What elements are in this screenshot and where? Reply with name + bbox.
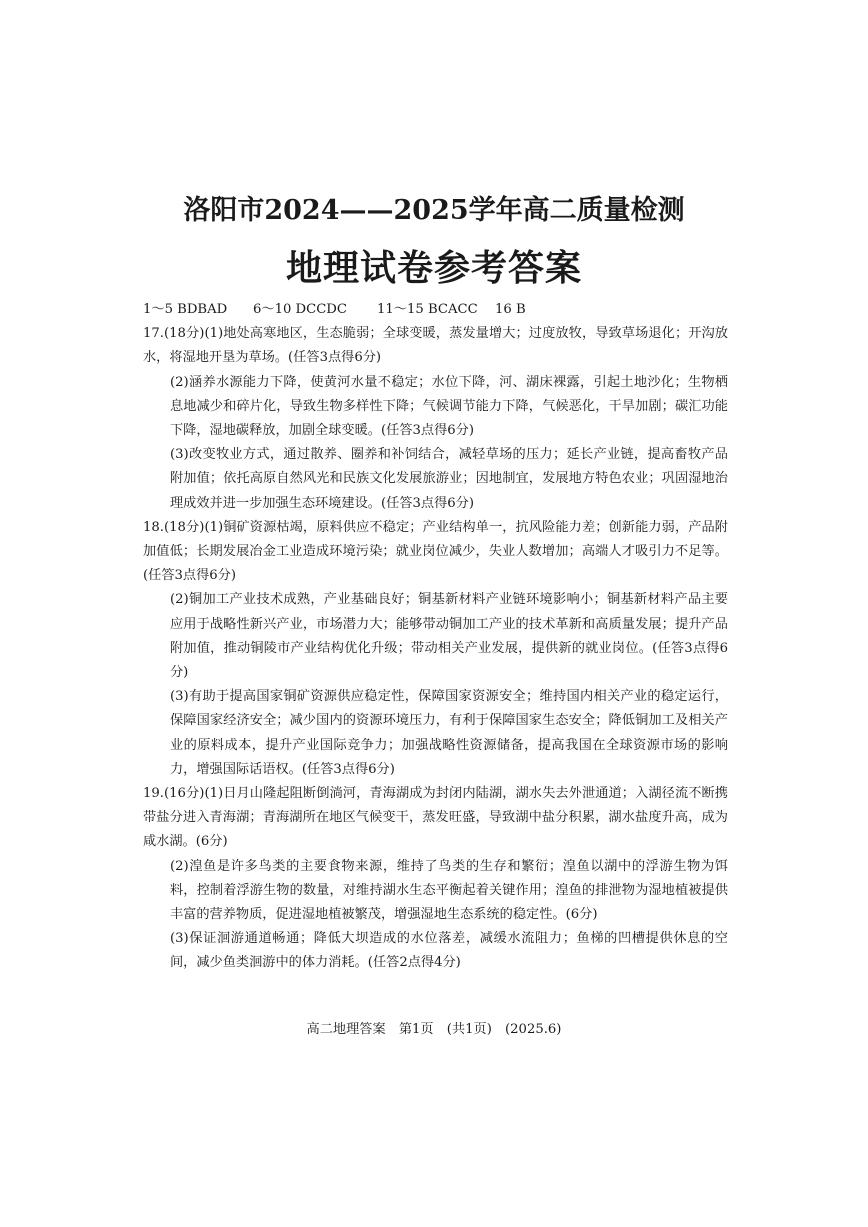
question-17-part-1: 17.(18分)(1)地处高寒地区，生态脆弱；全球变暖，蒸发量增大；过度放牧，导致草场退化；开沟放水，将湿地开垦为草场。(任答3点得6分) xyxy=(143,326,728,366)
question-18-part-2: (2)铜加工产业技术成熟，产业基础良好；铜基新材料产业链环境影响小；铜基新材料产品主要应用于战略性新兴产业，市场潜力大；能够带动铜加工产业的技术革新和高质量发展；提升产品附加值，推动铜陵市产业结构优化升级；带动相关产业发展，提供新的就业岗位。(任答3点得6分) xyxy=(170,592,728,681)
document-title: 地理试卷参考答案 xyxy=(285,247,582,289)
question-19-part-2: (2)湟鱼是许多鸟类的主要食物来源，维持了鸟类的生存和繁衍；湟鱼以湖中的浮游生物为饵料，控制着浮游生物的数量，对维持湖水生态平衡起着关键作用；湟鱼的排泄物为湿地植被提供丰富的营养物质，促进湿地植被繁茂，增强湿地生态系统的稳定性。(6分) xyxy=(170,858,728,923)
mc-group-3: 11～15 BCACC xyxy=(377,302,478,317)
question-18-part-3: (3)有助于提高国家铜矿资源供应稳定性，保障国家资源安全；维持国内相关产业的稳定运行，保障国家经济安全；减少国内的资源环境压力，有利于保障国家生态安全；降低铜加工及相关产业的原料成本，提升产业国际竞争力；加强战略性资源储备，提高我国在全球资源市场的影响力，增强国际话语权。(任答3点得6分) xyxy=(170,689,728,777)
question-18 xyxy=(143,516,728,782)
mc-group-2: 6～10 DCCDC xyxy=(253,302,347,317)
multiple-choice-answers xyxy=(143,298,728,322)
question-17 xyxy=(143,322,728,516)
question-number: 18. xyxy=(143,519,164,535)
question-17-part-3: (3)改变牧业方式，通过散养、圈养和补饲结合，减轻草场的压力；延长产业链，提高畜牧产品附加值；依托高原自然风光和民族文化发展旅游业；因地制宜，发展地方特色农业；巩固湿地治理成效并进一步加强生态环境建设。(任答3点得6分) xyxy=(170,447,728,511)
question-17-part-2: (2)涵养水源能力下降，使黄河水量不稳定；水位下降，河、湖床裸露，引起土地沙化；生物栖息地减少和碎片化，导致生物多样性下降；气候调节能力下降，气候恶化，干旱加剧；碳汇功能下降，湿地碳释放，加剧全球变暖。(任答3点得6分) xyxy=(170,374,728,439)
answer-body xyxy=(143,298,728,976)
question-number: 19. xyxy=(143,786,164,802)
question-19-part-3: (3)保证洄游通道畅通；降低大坝造成的水位落差，减缓水流阻力；鱼梯的凹槽提供休息的空间，减少鱼类洄游中的体力消耗。(任答2点得4分) xyxy=(170,931,728,971)
mc-group-1: 1～5 BDBAD xyxy=(143,302,228,317)
page-footer: 高二地理答案 第1页 (共1页) (2025.6) xyxy=(306,1022,562,1037)
question-18-part-1: 18.(18分)(1)铜矿资源枯竭，原料供应不稳定；产业结构单一，抗风险能力差；创新能力弱，产品附加值低；长期发展冶金工业造成环境污染；就业岗位减少，失业人数增加；高端人才吸引力不足等。(任答3点得6分) xyxy=(143,519,728,584)
mc-group-4: 16 B xyxy=(495,302,526,317)
question-19-part-1: 19.(16分)(1)日月山隆起阻断倒淌河，青海湖成为封闭内陆湖，湖水失去外泄通道；入湖径流不断携带盐分进入青海湖；青海湖所在地区气候变干，蒸发旺盛，导致湖中盐分积累，湖水盐度升高，成为咸水湖。(6分) xyxy=(143,786,728,850)
question-19 xyxy=(143,782,728,976)
exam-title: 洛阳市2024——2025学年高二质量检测 xyxy=(183,195,685,226)
question-number: 17. xyxy=(143,326,164,342)
